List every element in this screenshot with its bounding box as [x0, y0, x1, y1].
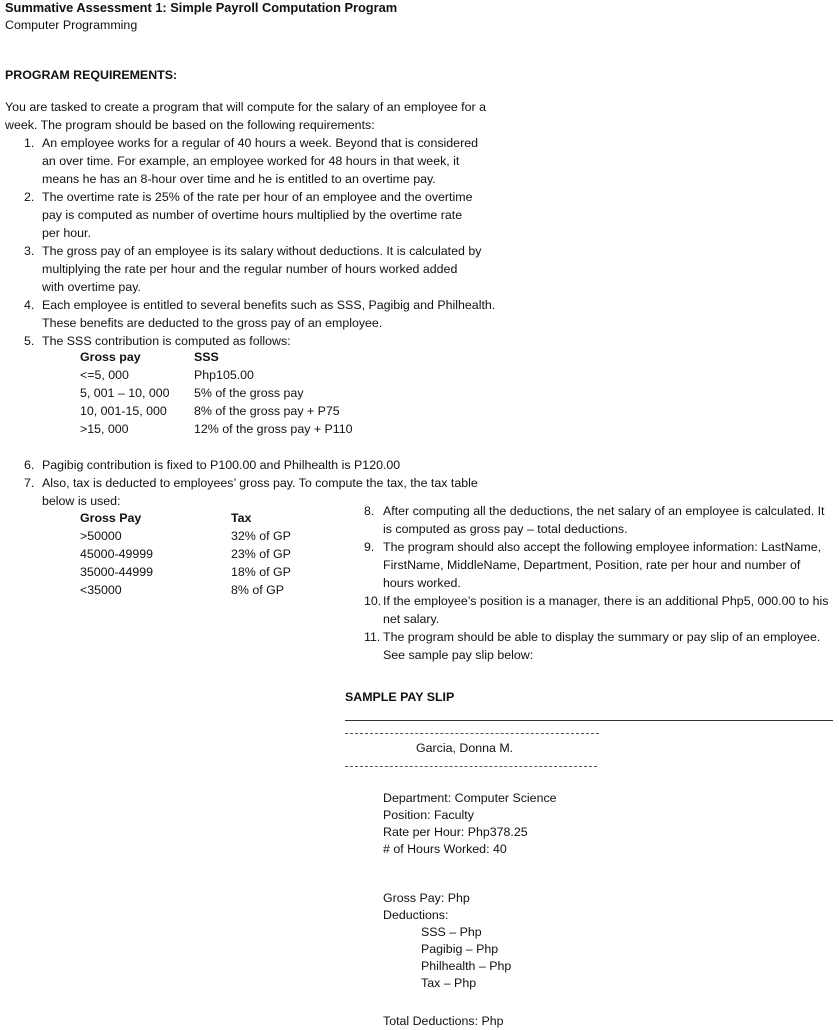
req-9-num: 9.: [364, 540, 375, 554]
tax-row-1-range: >50000: [80, 529, 122, 543]
req-5-line-1: The SSS contribution is computed as follows:: [42, 334, 291, 348]
req-9-line-2: FirstName, MiddleName, Department, Position, rate per hour and number of: [383, 558, 801, 572]
intro-line-1: You are tasked to create a program that will compute for the salary of an employee for a: [5, 100, 486, 114]
payslip-deduction-philhealth: Philhealth – Php: [421, 959, 512, 973]
tax-row-3-range: 35000-44999: [80, 565, 154, 579]
req-10-num: 10.: [364, 594, 382, 608]
payslip-deduction-tax: Tax – Php: [421, 976, 477, 990]
payslip-dash-bottom: [345, 766, 597, 767]
req-5-num: 5.: [24, 334, 35, 348]
sss-row-4-value: 12% of the gross pay + P110: [194, 422, 353, 436]
req-4-line-2: These benefits are deducted to the gross pay of an employee.: [42, 316, 383, 330]
payslip-deduction-pagibig: Pagibig – Php: [421, 942, 499, 956]
req-7-line-2: below is used:: [42, 494, 121, 508]
req-2-line-3: per hour.: [42, 226, 91, 240]
req-1-line-2: an over time. For example, an employee worked for 48 hours in that week, it: [42, 154, 460, 168]
req-10-line-1: If the employee’s position is a manager, there is an additional Php5, 000.00 to his: [383, 594, 829, 608]
sss-row-3-value: 8% of the gross pay + P75: [194, 404, 340, 418]
tax-header-gross: Gross Pay: [80, 511, 142, 525]
payslip-dash-top: [345, 733, 599, 734]
req-2-line-2: pay is computed as number of overtime hours multiplied by the overtime rate: [42, 208, 463, 222]
req-2-num: 2.: [24, 190, 35, 204]
intro-line-2: week. The program should be based on the following requirements:: [5, 118, 375, 132]
sss-row-1-value: Php105.00: [194, 368, 254, 382]
req-4-num: 4.: [24, 298, 35, 312]
payslip-heading: SAMPLE PAY SLIP: [345, 690, 455, 704]
sss-row-2-range: 5, 001 – 10, 000: [80, 386, 170, 400]
req-11-line-2: See sample pay slip below:: [383, 648, 534, 662]
req-7-num: 7.: [24, 476, 35, 490]
payslip-deductions-label: Deductions:: [383, 908, 449, 922]
tax-row-3-value: 18% of GP: [231, 565, 291, 579]
tax-row-4-range: <35000: [80, 583, 122, 597]
document-subtitle: Computer Programming: [5, 18, 138, 32]
payslip-department: Department: Computer Science: [383, 791, 557, 805]
req-9-line-1: The program should also accept the following employee information: LastName,: [383, 540, 822, 554]
req-11-num: 11.: [364, 630, 381, 644]
payslip-total-deductions: Total Deductions: Php: [383, 1014, 504, 1028]
req-4-line-1: Each employee is entitled to several benefits such as SSS, Pagibig and Philhealth.: [42, 298, 496, 312]
req-8-line-2: is computed as gross pay – total deductions.: [383, 522, 628, 536]
sss-row-4-range: >15, 000: [80, 422, 129, 436]
tax-row-4-value: 8% of GP: [231, 583, 285, 597]
req-7-line-1: Also, tax is deducted to employees’ gross pay. To compute the tax, the tax table: [42, 476, 478, 490]
req-6-num: 6.: [24, 458, 35, 472]
payslip-rate: Rate per Hour: Php378.25: [383, 825, 528, 839]
req-8-line-1: After computing all the deductions, the net salary of an employee is calculated. It: [383, 504, 825, 518]
sss-row-2-value: 5% of the gross pay: [194, 386, 304, 400]
tax-row-1-value: 32% of GP: [231, 529, 291, 543]
sss-header-sss: SSS: [194, 350, 219, 364]
req-10-line-2: net salary.: [383, 612, 440, 626]
section-heading: PROGRAM REQUIREMENTS:: [5, 68, 178, 82]
tax-row-2-range: 45000-49999: [80, 547, 154, 561]
payslip-deduction-sss: SSS – Php: [421, 925, 482, 939]
req-3-line-3: with overtime pay.: [42, 280, 141, 294]
req-8-num: 8.: [364, 504, 375, 518]
req-1-line-3: means he has an 8-hour over time and he is entitled to an overtime pay.: [42, 172, 436, 186]
req-3-line-2: multiplying the rate per hour and the regular number of hours worked added: [42, 262, 458, 276]
payslip-hours: # of Hours Worked: 40: [383, 842, 507, 856]
tax-row-2-value: 23% of GP: [231, 547, 291, 561]
req-6-line-1: Pagibig contribution is fixed to P100.00 and Philhealth is P120.00: [42, 458, 401, 472]
req-9-line-3: hours worked.: [383, 576, 461, 590]
payslip-position: Position: Faculty: [383, 808, 474, 822]
payslip-rule: [345, 720, 833, 721]
req-1-num: 1.: [24, 136, 35, 150]
document-title: Summative Assessment 1: Simple Payroll Computation Program: [5, 0, 398, 15]
payslip-employee-name: Garcia, Donna M.: [416, 741, 514, 755]
payslip-gross: Gross Pay: Php: [383, 891, 470, 905]
req-3-line-1: The gross pay of an employee is its salary without deductions. It is calculated by: [42, 244, 482, 258]
sss-row-3-range: 10, 001-15, 000: [80, 404, 167, 418]
tax-header-tax: Tax: [231, 511, 252, 525]
req-1-line-1: An employee works for a regular of 40 hours a week. Beyond that is considered: [42, 136, 478, 150]
req-2-line-1: The overtime rate is 25% of the rate per hour of an employee and the overtime: [42, 190, 473, 204]
sss-header-gross: Gross pay: [80, 350, 141, 364]
req-11-line-1: The program should be able to display the summary or pay slip of an employee.: [383, 630, 821, 644]
req-3-num: 3.: [24, 244, 35, 258]
sss-row-1-range: <=5, 000: [80, 368, 129, 382]
